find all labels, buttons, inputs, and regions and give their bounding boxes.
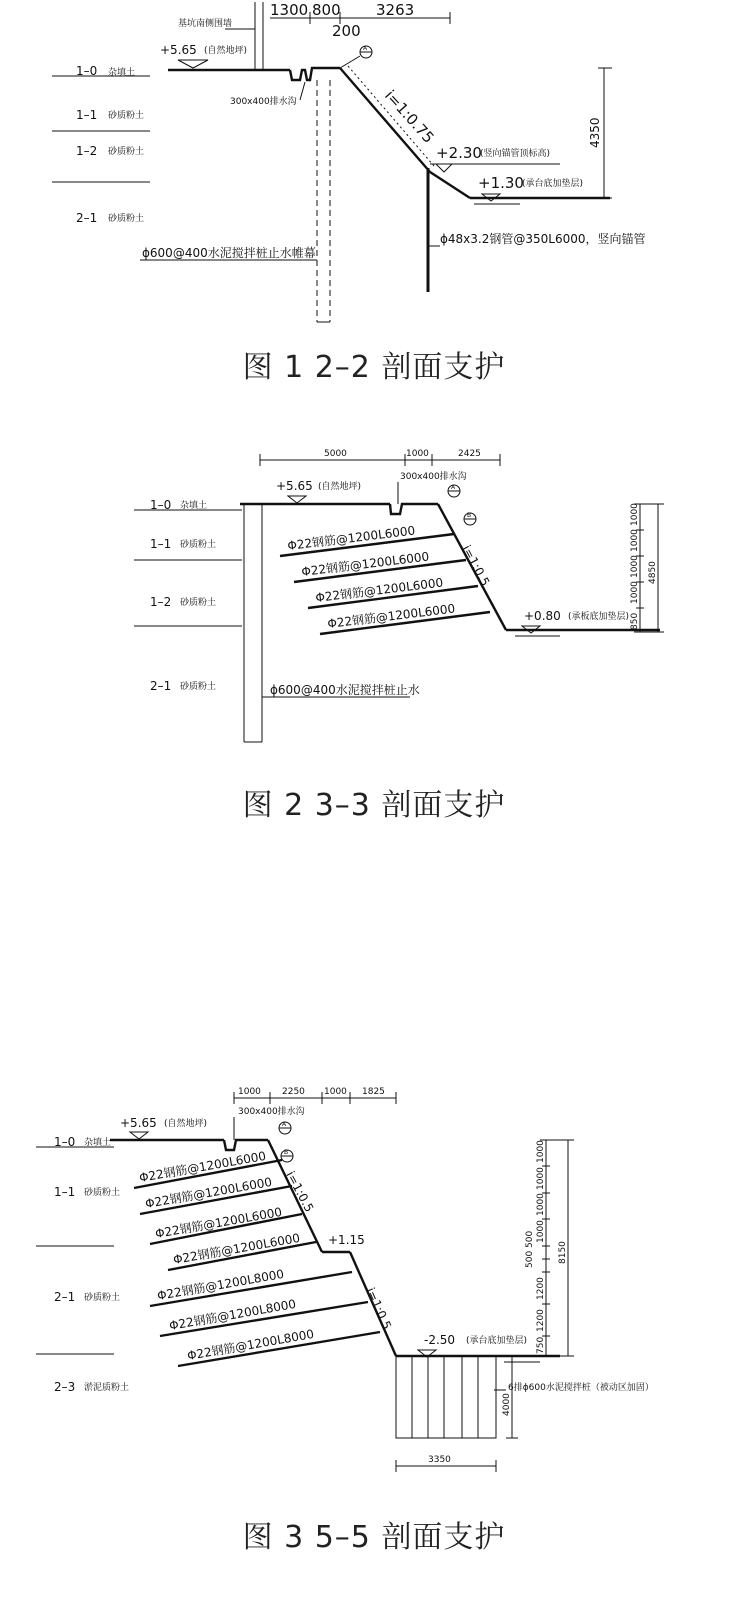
svg-text:砂质粉土: 砂质粉土 bbox=[108, 214, 145, 224]
svg-text:砂质粉土: 砂质粉土 bbox=[180, 540, 217, 550]
svg-text:砂质粉土: 砂质粉土 bbox=[84, 1293, 121, 1303]
fig3-dim-1000: 1000 bbox=[238, 1087, 261, 1097]
fig3-layer-2-3: 2–3 bbox=[54, 1380, 76, 1394]
fig3-dim-1825: 1825 bbox=[362, 1087, 385, 1097]
fig2-slope-label: i=1:0.5 bbox=[459, 542, 493, 589]
fig3-elev-ground-note: (自然地坪) bbox=[164, 1119, 208, 1129]
svg-text:砂质粉土: 砂质粉土 bbox=[180, 682, 217, 692]
fig1-slope-label: i=1:0.75 bbox=[381, 86, 438, 147]
fig1-elev-cap-note: (承台底加垫层) bbox=[522, 179, 584, 189]
fig3-soil-nails bbox=[134, 1149, 380, 1366]
fig2-nail-label: Φ22钢筋@1200L6000 bbox=[314, 575, 444, 605]
fig3-elev-berm: +1.15 bbox=[328, 1233, 365, 1247]
fig2-elev-bottom: +0.80 bbox=[524, 609, 561, 623]
fig3-dim-2250: 2250 bbox=[282, 1087, 305, 1097]
fig1-wall-label: 基坑南侧围墙 bbox=[178, 19, 233, 29]
fig1-elev-anchor-note: (竖向锚管顶标高) bbox=[480, 149, 551, 159]
svg-text:1000: 1000 bbox=[630, 555, 640, 578]
figure-3-section-5-5 bbox=[36, 1087, 654, 1472]
fig2-layer-1-2: 1–2 bbox=[150, 595, 172, 609]
fig3-nail-label: Φ22钢筋@1200L6000 bbox=[172, 1230, 302, 1267]
fig2-nail-label: Φ22钢筋@1200L6000 bbox=[300, 549, 430, 579]
fig2-nail-label: Φ22钢筋@1200L6000 bbox=[286, 523, 416, 553]
fig1-level-marker bbox=[178, 60, 208, 68]
fig3-dim-8150: 8150 bbox=[558, 1241, 568, 1264]
fig2-drain-ditch bbox=[390, 504, 438, 514]
fig2-ditch-label: 300x400排水沟 bbox=[400, 472, 467, 482]
fig2-layer-2-1: 2–1 bbox=[150, 679, 172, 693]
fig1-layer-1-0: 1–0 bbox=[76, 64, 98, 78]
fig1-elev-ground-note: (自然地坪) bbox=[204, 46, 248, 56]
fig1-elev-cap: +1.30 bbox=[478, 174, 524, 192]
fig2-elev-ground-note: (自然地坪) bbox=[318, 482, 362, 492]
svg-text:1200: 1200 bbox=[536, 1309, 546, 1332]
fig3-nail-label: Φ22钢筋@1200L8000 bbox=[168, 1296, 298, 1333]
svg-text:砂质粉土: 砂质粉土 bbox=[108, 147, 145, 157]
fig3-nail-label: Φ22钢筋@1200L8000 bbox=[156, 1266, 286, 1303]
figure-1-caption: 图 1 2–2 剖面支护 bbox=[242, 350, 506, 385]
svg-text:砂质粉土: 砂质粉土 bbox=[84, 1188, 121, 1198]
fig3-layer-1-0: 1–0 bbox=[54, 1135, 76, 1149]
svg-text:杂填土: 杂填土 bbox=[108, 68, 136, 78]
fig3-dim-1000b: 1000 bbox=[324, 1087, 347, 1097]
fig1-dim-4350: 4350 bbox=[588, 117, 602, 148]
fig2-pile-label: ϕ600@400水泥搅拌桩止水 bbox=[270, 683, 420, 697]
fig3-nail-label: Φ22钢筋@1200L6000 bbox=[138, 1148, 268, 1185]
fig2-dim-2425: 2425 bbox=[458, 449, 481, 459]
fig3-nail-label: Φ22钢筋@1200L8000 bbox=[186, 1326, 316, 1363]
fig2-elev-ground: +5.65 bbox=[276, 479, 313, 493]
svg-text:1000: 1000 bbox=[536, 1167, 546, 1190]
fig1-dim-3263: 3263 bbox=[376, 1, 415, 19]
svg-text:砂质粉土: 砂质粉土 bbox=[180, 598, 217, 608]
fig2-nail-label: Φ22钢筋@1200L6000 bbox=[326, 601, 456, 631]
svg-text:1000: 1000 bbox=[630, 581, 640, 604]
svg-text:1000: 1000 bbox=[536, 1193, 546, 1216]
fig3-dim-3350: 3350 bbox=[428, 1455, 451, 1465]
fig3-pile-label: 6排ϕ600水泥搅拌桩（被动区加固） bbox=[508, 1383, 654, 1393]
fig3-passive-zone-piles bbox=[396, 1356, 496, 1438]
figure-2-caption: 图 2 3–3 剖面支护 bbox=[242, 788, 506, 823]
svg-text:砂质粉土: 砂质粉土 bbox=[108, 111, 145, 121]
figure-3-caption: 图 3 5–5 剖面支护 bbox=[242, 1520, 506, 1555]
svg-text:1000: 1000 bbox=[536, 1140, 546, 1163]
fig3-layer-2-1: 2–1 bbox=[54, 1290, 76, 1304]
svg-text:1000: 1000 bbox=[536, 1220, 546, 1243]
fig1-layer-1-1: 1–1 bbox=[76, 108, 98, 122]
fig3-dim-4000: 4000 bbox=[502, 1393, 512, 1416]
svg-text:A: A bbox=[282, 1121, 287, 1128]
svg-text:850: 850 bbox=[630, 612, 640, 630]
fig1-dim-1300: 1300 bbox=[270, 1, 309, 19]
svg-text:750: 750 bbox=[536, 1336, 546, 1354]
svg-text:B: B bbox=[284, 1149, 289, 1156]
svg-text:1000: 1000 bbox=[630, 529, 640, 552]
fig3-nail-label: Φ22钢筋@1200L6000 bbox=[144, 1174, 274, 1211]
fig1-pipe-label: ϕ48x3.2钢管@350L6000，竖向锚管 bbox=[440, 232, 646, 246]
fig1-drain-ditch bbox=[290, 68, 340, 80]
figure-2-section-3-3 bbox=[134, 449, 664, 742]
svg-text:B: B bbox=[467, 512, 472, 519]
fig3-slope-label-upper: i=1:0.5 bbox=[283, 1168, 317, 1215]
svg-text:杂填土: 杂填土 bbox=[180, 501, 208, 511]
fig1-elev-ground: +5.65 bbox=[160, 43, 197, 57]
fig2-dim-5000: 5000 bbox=[324, 449, 347, 459]
svg-text:500: 500 bbox=[525, 1250, 535, 1268]
fig3-elev-ground: +5.65 bbox=[120, 1116, 157, 1130]
figure-1-section-2-2 bbox=[52, 1, 646, 322]
svg-text:A: A bbox=[451, 484, 456, 491]
fig3-ditch-label: 300x400排水沟 bbox=[238, 1107, 305, 1117]
svg-text:淤泥质粉土: 淤泥质粉土 bbox=[84, 1383, 130, 1393]
svg-text:1000: 1000 bbox=[630, 503, 640, 526]
fig2-dim-4850: 4850 bbox=[648, 561, 658, 584]
fig2-layer-1-0: 1–0 bbox=[150, 498, 172, 512]
svg-text:A: A bbox=[363, 45, 368, 52]
svg-text:1200: 1200 bbox=[536, 1277, 546, 1300]
fig3-nail-label: Φ22钢筋@1200L6000 bbox=[154, 1204, 284, 1241]
fig3-slope-label-lower: i=1:0.5 bbox=[363, 1285, 395, 1332]
fig1-dim-800: 800 bbox=[312, 1, 341, 19]
fig1-layer-1-2: 1–2 bbox=[76, 144, 98, 158]
fig3-layer-1-1: 1–1 bbox=[54, 1185, 76, 1199]
fig3-elev-bottom: -2.50 bbox=[424, 1333, 456, 1347]
fig2-dim-1000: 1000 bbox=[406, 449, 429, 459]
fig3-elev-bottom-note: (承台底加垫层) bbox=[466, 1336, 528, 1346]
fig2-elev-bottom-note: (承板底加垫层) bbox=[568, 612, 630, 622]
fig1-pile-label: ϕ600@400水泥搅拌桩止水帷幕 bbox=[142, 246, 316, 260]
svg-text:杂填土: 杂填土 bbox=[84, 1138, 112, 1148]
fig1-layer-2-1: 2–1 bbox=[76, 211, 98, 225]
fig1-elev-anchor: +2.30 bbox=[436, 144, 482, 162]
fig1-ditch-label: 300x400排水沟 bbox=[230, 97, 297, 107]
fig1-dim-200: 200 bbox=[332, 22, 361, 40]
svg-text:500: 500 bbox=[525, 1230, 535, 1248]
fig2-layer-1-1: 1–1 bbox=[150, 537, 172, 551]
